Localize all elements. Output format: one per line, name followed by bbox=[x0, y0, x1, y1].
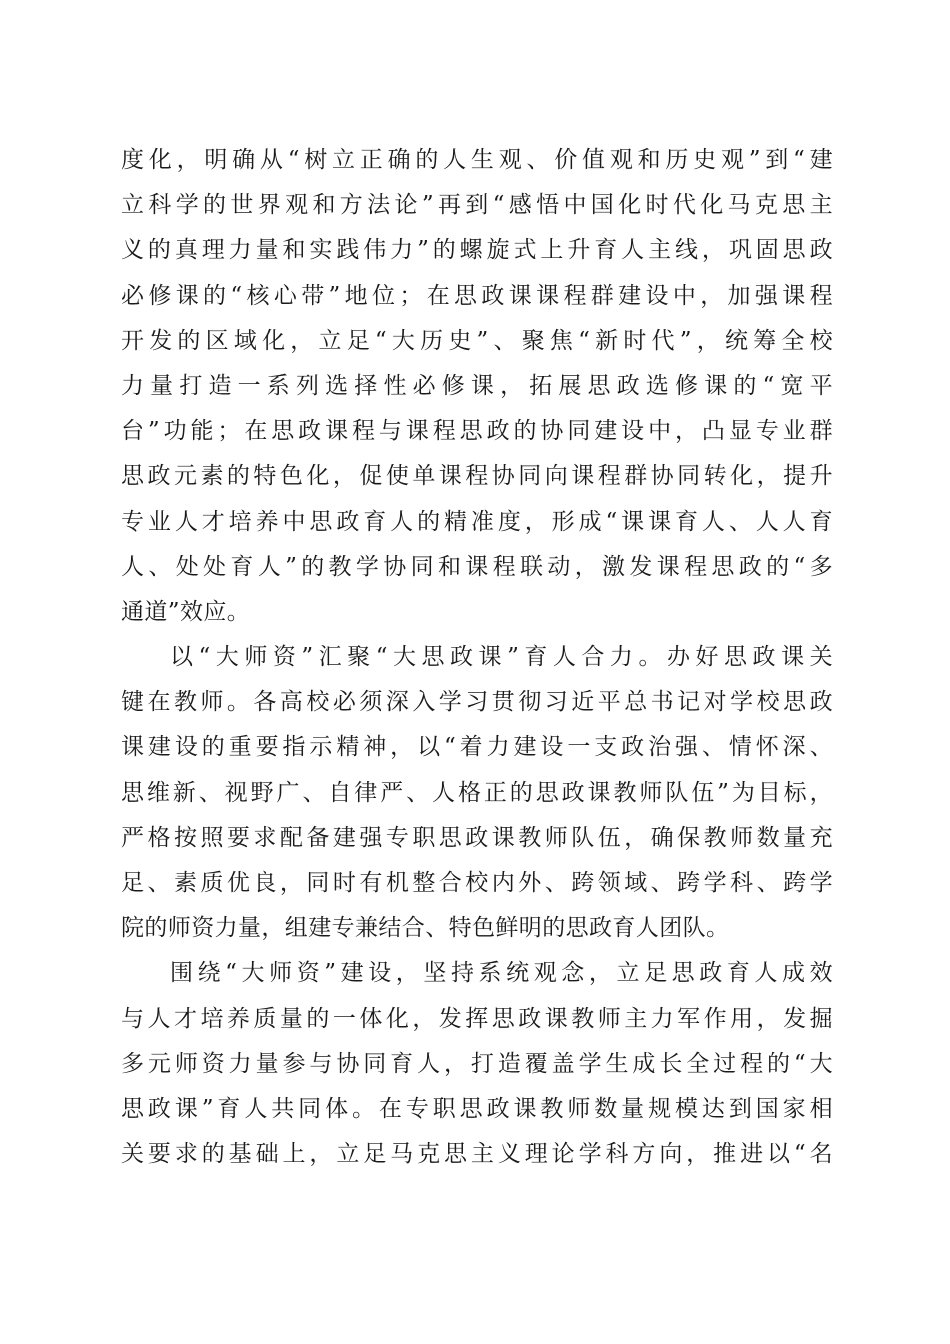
text-line-4: 必修课的“核心带”地位；在思政课课程群建设中，加强课程 bbox=[121, 282, 833, 309]
text-line-23: 关要求的基础上，立足马克思主义理论学科方向，推进以“名 bbox=[121, 1141, 833, 1168]
text-line-10: 人、处处育人”的教学协同和课程联动，激发课程思政的“多 bbox=[121, 553, 833, 580]
text-line-20: 与人才培养质量的一体化，发挥思政课教师主力军作用，发掘 bbox=[121, 1005, 833, 1032]
paragraph-start-line-12: 以“大师资”汇聚“大思政课”育人合力。办好思政课关 bbox=[170, 644, 833, 671]
text-line-22: 思政课”育人共同体。在专职思政课教师数量规模达到国家相 bbox=[121, 1095, 833, 1122]
text-line-18: 院的师资力量，组建专兼结合、特色鲜明的思政育人团队。 bbox=[121, 915, 730, 942]
text-line-3: 义的真理力量和实践伟力”的螺旋式上升育人主线，巩固思政 bbox=[121, 237, 833, 264]
body-text bbox=[121, 138, 833, 1177]
text-line-5: 开发的区域化，立足“大历史”、聚焦“新时代”，统筹全校 bbox=[121, 327, 833, 354]
text-line-14: 课建设的重要指示精神，以“着力建设一支政治强、情怀深、 bbox=[121, 734, 833, 761]
text-line-13: 键在教师。各高校必须深入学习贯彻习近平总书记对学校思政 bbox=[121, 689, 833, 716]
text-line-21: 多元师资力量参与协同育人，打造覆盖学生成长全过程的“大 bbox=[121, 1050, 833, 1077]
text-line-16: 严格按照要求配备建强专职思政课教师队伍，确保教师数量充 bbox=[121, 824, 833, 851]
text-line-2: 立科学的世界观和方法论”再到“感悟中国化时代化马克思主 bbox=[121, 192, 833, 219]
text-line-7: 台”功能；在思政课程与课程思政的协同建设中，凸显专业群 bbox=[121, 418, 833, 445]
text-line-11: 通道”效应。 bbox=[121, 598, 251, 625]
text-line-15: 思维新、视野广、自律严、人格正的思政课教师队伍”为目标， bbox=[121, 779, 833, 806]
text-line-6: 力量打造一系列选择性必修课，拓展思政选修课的“宽平 bbox=[121, 372, 833, 399]
text-line-9: 专业人才培养中思政育人的精准度，形成“课课育人、人人育 bbox=[121, 508, 833, 535]
text-line-17: 足、素质优良，同时有机整合校内外、跨领域、跨学科、跨学 bbox=[121, 870, 833, 896]
text-line-1: 度化，明确从“树立正确的人生观、价值观和历史观”到“建 bbox=[121, 147, 833, 173]
text-line-8: 思政元素的特色化，促使单课程协同向课程群协同转化，提升 bbox=[121, 463, 833, 490]
paragraph-start-line-19: 围绕“大师资”建设，坚持系统观念，立足思政育人成效 bbox=[170, 960, 833, 987]
